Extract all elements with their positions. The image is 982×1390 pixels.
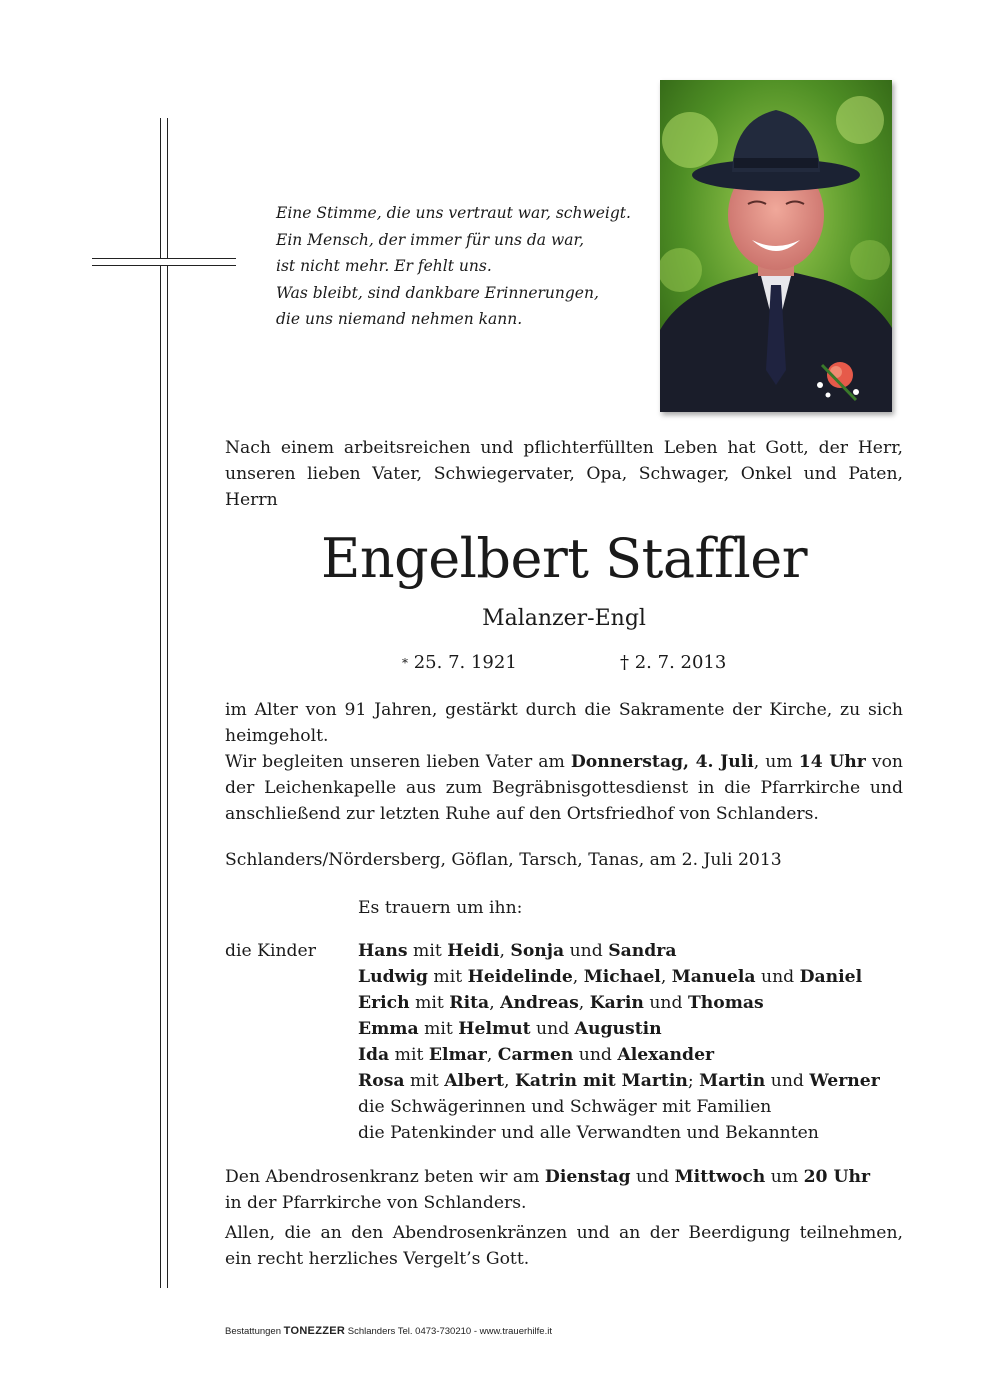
family-name: Helmut bbox=[458, 1019, 531, 1039]
joiner: , bbox=[486, 1045, 498, 1065]
kids-row bbox=[358, 1068, 880, 1094]
rosary-text: Den Abendrosenkranz beten wir am bbox=[225, 1167, 545, 1187]
kids-list bbox=[358, 938, 880, 1146]
cross-center bbox=[161, 259, 167, 265]
family-name: Ida bbox=[358, 1045, 390, 1065]
family-name: Daniel bbox=[799, 967, 863, 987]
announcement-line: der Leichenkapelle aus zum Begräbnisgottesdienst in die Pfarrkirche und bbox=[225, 778, 903, 798]
death-date bbox=[620, 650, 726, 676]
place-date: Schlanders/Nördersberg, Göflan, Tarsch, Tanas, am 2. Juli 2013 bbox=[225, 850, 782, 870]
family-name: Heidelinde bbox=[467, 967, 573, 987]
birth-date bbox=[402, 650, 517, 676]
joiner: und bbox=[765, 1071, 810, 1091]
family-name: Karin bbox=[589, 993, 644, 1013]
joiner: und bbox=[573, 1045, 618, 1065]
joiner: mit bbox=[409, 993, 450, 1013]
kids-row bbox=[358, 1016, 880, 1042]
thanks-line: Allen, die an den Abendrosenkränzen und an der Beerdigung teilnehmen, bbox=[225, 1223, 903, 1243]
announcement-paragraph bbox=[225, 697, 903, 827]
birth-symbol: * bbox=[402, 656, 408, 670]
rosary-day: Dienstag bbox=[544, 1167, 631, 1187]
family-name: Katrin mit Martin bbox=[514, 1071, 688, 1091]
funeral-text: , um bbox=[753, 752, 799, 772]
footer-imprint bbox=[225, 1325, 552, 1337]
funeral-line bbox=[225, 749, 903, 775]
family-name: Hans bbox=[358, 941, 408, 961]
mourners-intro: Es trauern um ihn: bbox=[358, 898, 523, 918]
intro-paragraph bbox=[225, 435, 903, 513]
family-name: Werner bbox=[809, 1071, 880, 1091]
rosary-line: in der Pfarrkirche von Schlanders. bbox=[225, 1193, 527, 1213]
kids-row bbox=[358, 1042, 880, 1068]
family-name: Elmar bbox=[428, 1045, 487, 1065]
poem-line: ist nicht mehr. Er fehlt uns. bbox=[276, 257, 492, 275]
joiner: mit bbox=[427, 967, 468, 987]
family-name: Carmen bbox=[497, 1045, 574, 1065]
family-name: Sonja bbox=[510, 941, 565, 961]
joiner: , bbox=[504, 1071, 515, 1091]
poem bbox=[276, 200, 636, 333]
rosary-line bbox=[225, 1164, 903, 1190]
joiner: und bbox=[643, 993, 688, 1013]
kids-label: die Kinder bbox=[225, 941, 316, 961]
intro-line: Herrn bbox=[225, 490, 278, 510]
family-name: Rosa bbox=[358, 1071, 405, 1091]
kids-row bbox=[358, 964, 880, 990]
birth-date-value: 25. 7. 1921 bbox=[413, 652, 517, 673]
rosary-paragraph bbox=[225, 1164, 903, 1216]
thanks-line: ein recht herzliches Vergelt’s Gott. bbox=[225, 1249, 530, 1269]
family-name: Augustin bbox=[574, 1019, 662, 1039]
deceased-name: Engelbert Staffler bbox=[320, 527, 808, 590]
family-name: Albert bbox=[444, 1071, 505, 1091]
death-date-value: 2. 7. 2013 bbox=[634, 652, 727, 673]
announcement-line: anschließend zur letzten Ruhe auf den Ortsfriedhof von Schlanders. bbox=[225, 804, 819, 824]
funeral-text: Wir begleiten unseren lieben Vater am bbox=[225, 752, 571, 772]
joiner: und bbox=[564, 941, 609, 961]
poem-line: Ein Mensch, der immer für uns da war, bbox=[276, 230, 585, 249]
joiner: mit bbox=[407, 941, 448, 961]
family-name: Andreas bbox=[500, 993, 579, 1013]
family-name: Martin bbox=[699, 1071, 766, 1091]
family-name: Manuela bbox=[671, 967, 756, 987]
kids-row: die Patenkinder und alle Verwandten und Bekannten bbox=[358, 1123, 819, 1143]
joiner: , bbox=[660, 967, 672, 987]
footer-prefix: Bestattungen bbox=[225, 1326, 284, 1337]
kids-row bbox=[358, 938, 880, 964]
thanks-paragraph bbox=[225, 1220, 903, 1272]
family-name: Emma bbox=[358, 1019, 419, 1039]
joiner: , bbox=[499, 941, 511, 961]
kids-row bbox=[358, 990, 880, 1016]
joiner: mit bbox=[404, 1071, 445, 1091]
joiner: , bbox=[572, 967, 584, 987]
announcement-line: im Alter von 91 Jahren, gestärkt durch die Sakramente der Kirche, zu sich bbox=[225, 700, 903, 720]
family-name: Rita bbox=[449, 993, 490, 1013]
poem-line: Was bleibt, sind dankbare Erinnerungen, bbox=[276, 283, 599, 302]
funeral-day: Donnerstag, 4. Juli bbox=[570, 752, 754, 772]
joiner: mit bbox=[389, 1045, 429, 1065]
funeral-time: 14 Uhr bbox=[798, 752, 866, 772]
joiner: und bbox=[755, 967, 800, 987]
announcement-line: heimgeholt. bbox=[225, 726, 329, 746]
family-name: Michael bbox=[583, 967, 661, 987]
kids-row: die Schwägerinnen und Schwäger mit Familien bbox=[358, 1097, 772, 1117]
family-name: Erich bbox=[358, 993, 410, 1013]
poem-line: die uns niemand nehmen kann. bbox=[276, 310, 523, 328]
rosary-day: Mittwoch bbox=[674, 1167, 766, 1187]
funeral-text: von bbox=[865, 752, 903, 772]
family-name: Heidi bbox=[447, 941, 500, 961]
family-name: Sandra bbox=[608, 941, 677, 961]
joiner: und bbox=[530, 1019, 575, 1039]
poem-line: Eine Stimme, die uns vertraut war, schweigt. bbox=[276, 204, 631, 222]
joiner: mit bbox=[418, 1019, 459, 1039]
family-name: Thomas bbox=[687, 993, 764, 1013]
joiner: ; bbox=[687, 1071, 700, 1091]
intro-line: Nach einem arbeitsreichen und pflichterfüllten Leben hat Gott, der Herr, bbox=[225, 438, 903, 458]
portrait-photo bbox=[660, 80, 892, 412]
family-name: Ludwig bbox=[358, 967, 428, 987]
footer-suffix: Schlanders Tel. 0473-730210 - www.trauerhilfe.it bbox=[345, 1326, 552, 1337]
deceased-nickname: Malanzer-Engl bbox=[482, 606, 646, 631]
rosary-text: um bbox=[765, 1167, 804, 1187]
death-symbol: † bbox=[620, 652, 629, 673]
rosary-time: 20 Uhr bbox=[803, 1167, 871, 1187]
cross-vertical-beam bbox=[160, 118, 168, 1288]
joiner: , bbox=[489, 993, 501, 1013]
joiner: , bbox=[578, 993, 590, 1013]
rosary-text: und bbox=[630, 1167, 675, 1187]
intro-line: unseren lieben Vater, Schwiegervater, Opa, Schwager, Onkel und Paten, bbox=[225, 464, 903, 484]
family-name: Alexander bbox=[617, 1045, 715, 1065]
footer-company: TONEZZER bbox=[283, 1325, 346, 1337]
